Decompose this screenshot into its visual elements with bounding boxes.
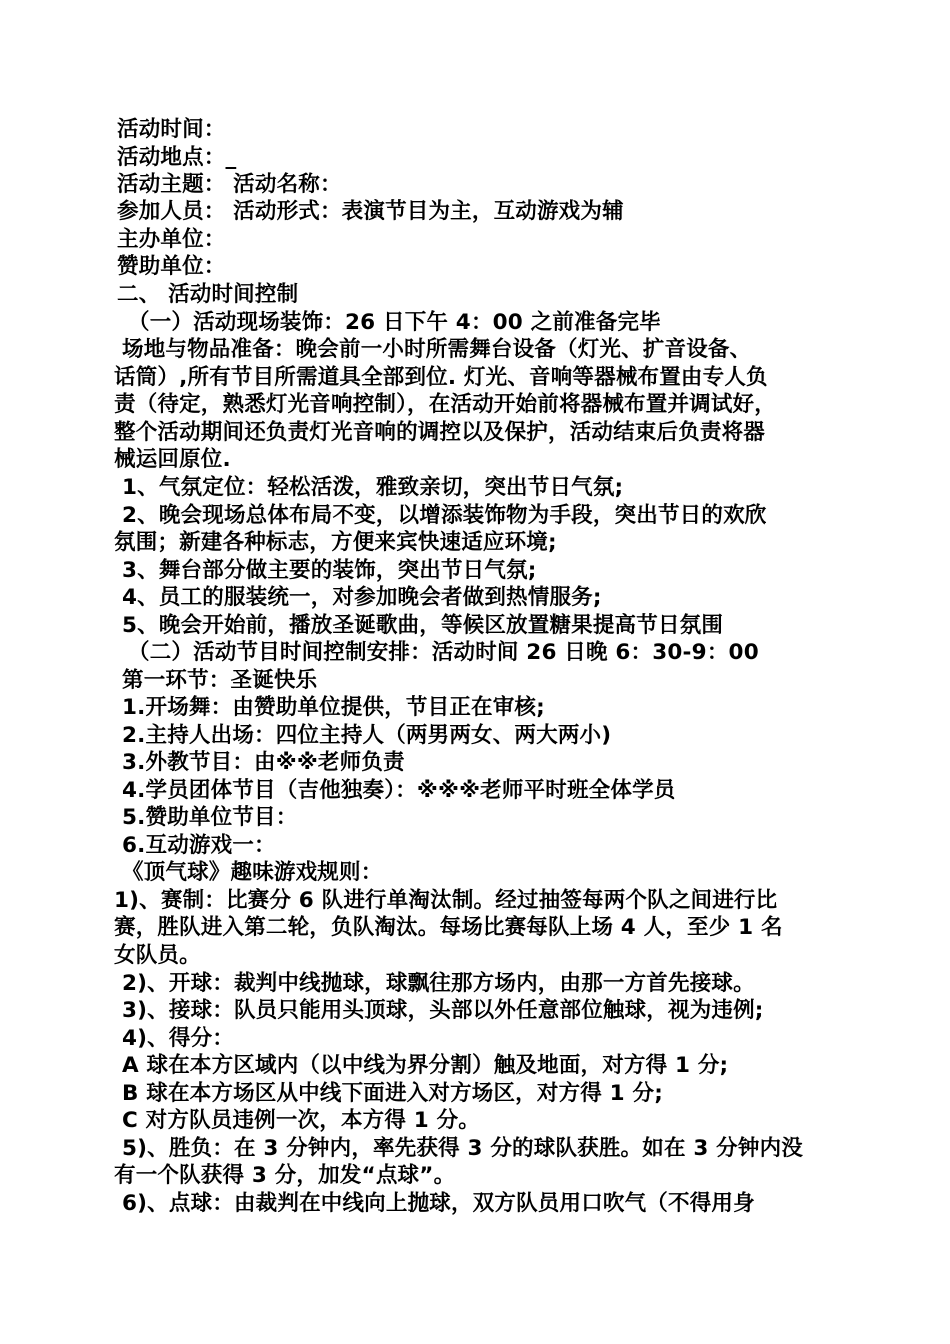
paragraph-line: 责（待定，熟悉灯光音响控制），在活动开始前将器械布置并调试好， xyxy=(114,392,776,417)
list-item: 5、晚会开始前，播放圣诞歌曲，等候区放置糖果提高节日氛围 xyxy=(122,613,724,638)
game-rules-heading: 《顶气球》趣味游戏规则： xyxy=(122,860,383,885)
list-item: 2.主持人出场：四位主持人（两男两女、两大两小) xyxy=(122,723,612,748)
organizer-line: 主办单位： xyxy=(117,227,226,252)
list-item-continuation: 氛围；新建各种标志，方便来宾快速适应环境; xyxy=(114,530,557,555)
rule-item-continuation: 女队员。 xyxy=(114,943,201,968)
list-item: 1、气氛定位：轻松活泼，雅致亲切，突出节日气氛; xyxy=(122,475,624,500)
participants-line: 参加人员： 活动形式：表演节目为主，互动游戏为辅 xyxy=(117,199,624,224)
list-item: 4.学员团体节目（吉他独奏）：※※※老师平时班全体学员 xyxy=(122,778,676,803)
paragraph-line: 械运回原位. xyxy=(114,447,231,472)
list-item: 1.开场舞：由赞助单位提供，节目正在审核; xyxy=(122,695,545,720)
rule-subitem: B 球在本方场区从中线下面进入对方场区，对方得 1 分; xyxy=(122,1081,664,1106)
list-item: 2、晚会现场总体布局不变，以增添装饰物为手段，突出节日的欢欣 xyxy=(122,503,767,528)
paragraph-line: 整个活动期间还负责灯光音响的调控以及保护，活动结束后负责将器 xyxy=(114,420,766,445)
rule-item: 3)、接球：队员只能用头顶球，头部以外任意部位触球，视为违例; xyxy=(122,998,764,1023)
subsection-heading-program: （二）活动节目时间控制安排：活动时间 26 日晚 6：30-9：00 xyxy=(128,640,759,665)
activity-time-line: 活动时间： xyxy=(117,117,226,142)
list-item: 3.外教节目：由※※老师负责 xyxy=(122,750,405,775)
paragraph-line: 场地与物品准备：晚会前一小时所需舞台设备（灯光、扩音设备、 xyxy=(122,337,752,362)
list-item: 6.互动游戏一： xyxy=(122,833,276,858)
rule-item: 6)、点球：由裁判在中线向上抛球，双方队员用口吹气（不得用身 xyxy=(122,1191,755,1216)
rule-item: 2)、开球：裁判中线抛球，球飘往那方场内，由那一方首先接球。 xyxy=(122,971,755,996)
section-heading-time-control: 二、 活动时间控制 xyxy=(117,282,299,307)
rule-subitem: C 对方队员违例一次，本方得 1 分。 xyxy=(122,1108,480,1133)
activity-theme-line: 活动主题： 活动名称： xyxy=(117,172,342,197)
list-item: 5.赞助单位节目： xyxy=(122,805,298,830)
subsection-heading-decoration: （一）活动现场装饰：26 日下午 4：00 之前准备完毕 xyxy=(128,310,661,335)
rule-item: 4)、得分： xyxy=(122,1026,234,1051)
rule-item: 1)、赛制：比赛分 6 队进行单淘汰制。经过抽签每两个队之间进行比 xyxy=(114,888,778,913)
rule-item-continuation: 有一个队获得 3 分，加发“点球”。 xyxy=(114,1163,456,1188)
sponsor-line: 赞助单位： xyxy=(117,254,226,279)
activity-location-line: 活动地点：_ xyxy=(117,145,237,170)
rule-subitem: A 球在本方区域内（以中线为界分割）触及地面，对方得 1 分; xyxy=(122,1053,729,1078)
list-item: 4、员工的服装统一，对参加晚会者做到热情服务; xyxy=(122,585,602,610)
segment-heading: 第一环节：圣诞快乐 xyxy=(122,668,318,693)
paragraph-line: 话筒）,所有节目所需道具全部到位. 灯光、音响等器械布置由专人负 xyxy=(114,365,768,390)
list-item: 3、舞台部分做主要的装饰，突出节日气氛; xyxy=(122,558,537,583)
rule-item: 5)、胜负：在 3 分钟内，率先获得 3 分的球队获胜。如在 3 分钟内没 xyxy=(122,1136,803,1161)
rule-item-continuation: 赛，胜队进入第二轮，负队淘汰。每场比赛每队上场 4 人，至少 1 名 xyxy=(114,915,783,940)
